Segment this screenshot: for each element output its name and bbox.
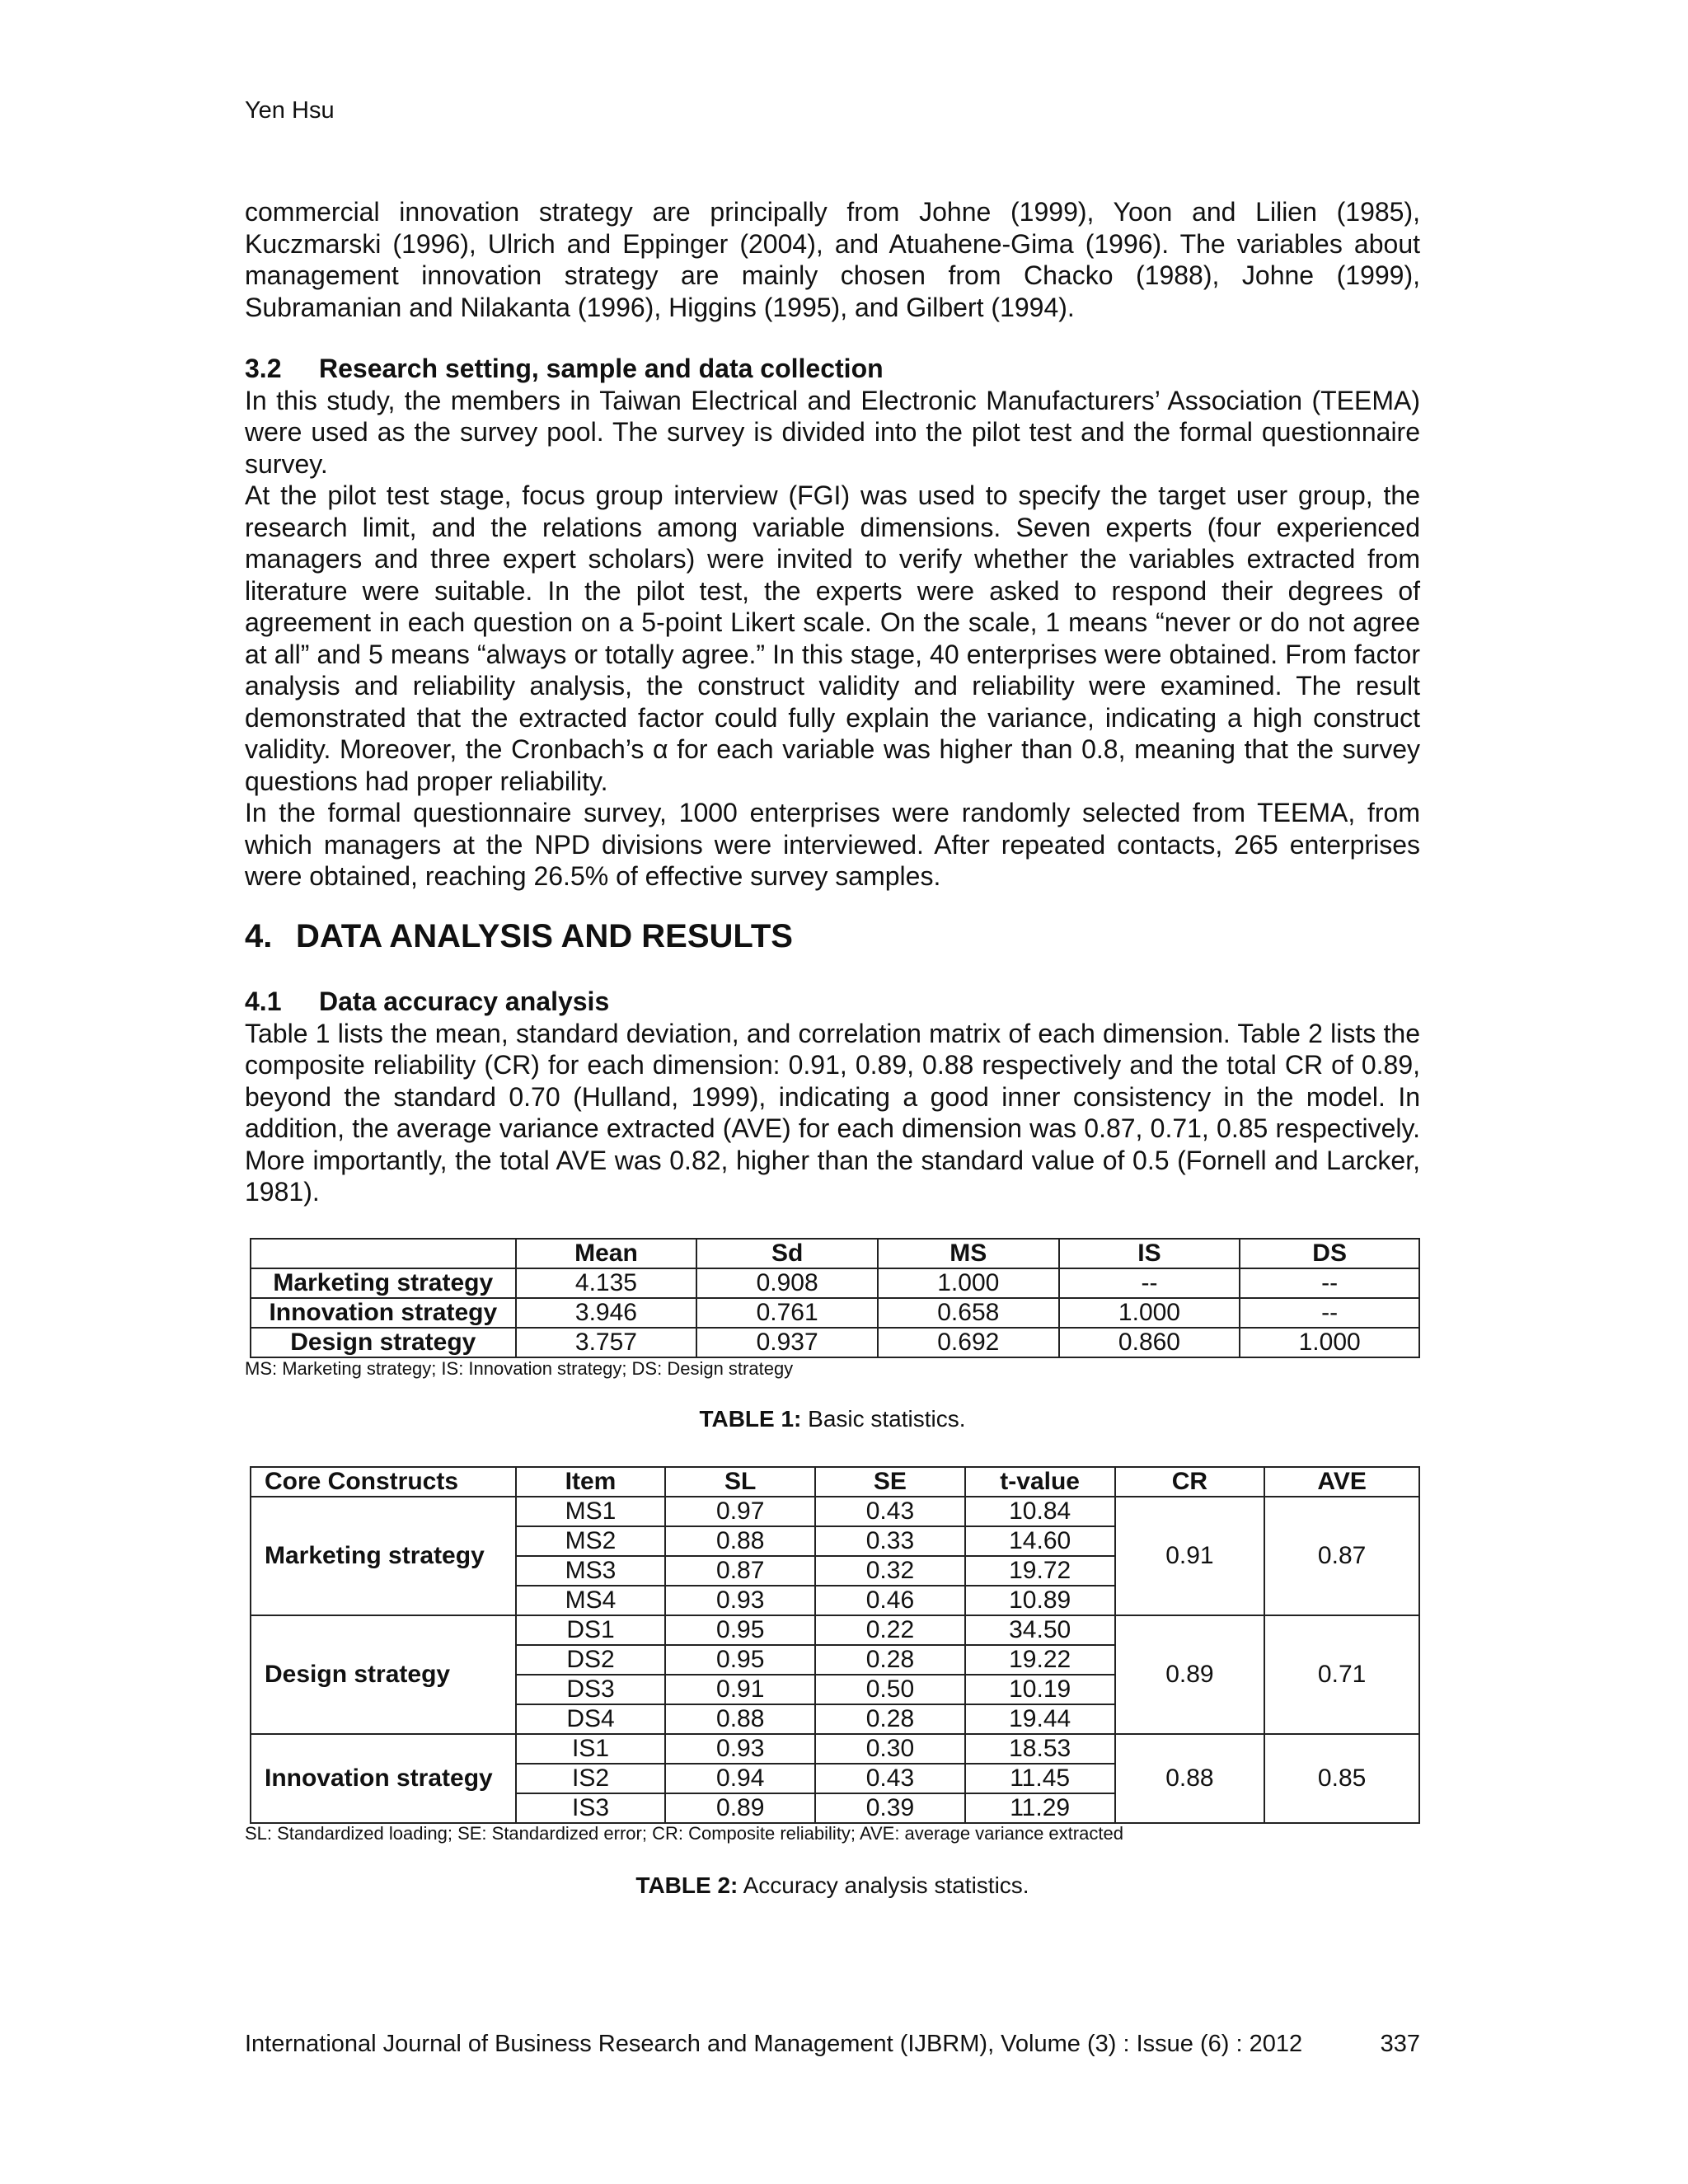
table-header-row bbox=[251, 1239, 1419, 1268]
table-cell: -- bbox=[1240, 1268, 1419, 1298]
paragraph: In this study, the members in Taiwan Electrical and Electronic Manufacturers’ Association (TEEMA) were used as the survey pool. The survey is divided into the pilot test and the formal questionnaire survey. bbox=[245, 385, 1420, 479]
column-header: Item bbox=[516, 1467, 666, 1497]
column-header: DS bbox=[1240, 1239, 1419, 1268]
column-header: CR bbox=[1115, 1467, 1265, 1497]
table-cell: 0.97 bbox=[665, 1497, 815, 1526]
table-cell: 14.60 bbox=[965, 1526, 1115, 1556]
ave-cell: 0.71 bbox=[1264, 1615, 1419, 1734]
table-cell: IS1 bbox=[516, 1734, 666, 1764]
table-cell: 0.43 bbox=[815, 1764, 965, 1793]
table-cell: DS1 bbox=[516, 1615, 666, 1645]
table-cell: 0.30 bbox=[815, 1734, 965, 1764]
table-cell: -- bbox=[1059, 1268, 1240, 1298]
table-row bbox=[251, 1497, 1419, 1526]
paragraph: At the pilot test stage, focus group interview (FGI) was used to specify the target user group, the research limit, and the relations among variable dimensions. Seven experts (four experienced managers and three expert scholars) were invited to verify whether the variables extracted from literature were suitable. In the pilot test, the experts were asked to respond their degrees of agreement in each question on a 5-point Likert scale. On the scale, 1 means “never or do not agree at all” and 5 means “always or totally agree.” In this stage, 40 enterprises were obtained. From factor analysis and reliability analysis, the construct validity and reliability were examined. The result demonstrated that the extracted factor could fully explain the variance, indicating a high construct validity. Moreover, the Cronbach’s α for each variable was higher than 0.8, meaning that the survey questions had proper reliability. bbox=[245, 480, 1420, 796]
column-header: SL bbox=[665, 1467, 815, 1497]
table-cell: 0.46 bbox=[815, 1586, 965, 1615]
caption-label: TABLE 1: bbox=[699, 1406, 802, 1432]
table-cell: 0.50 bbox=[815, 1675, 965, 1704]
intro-paragraph: commercial innovation strategy are principally from Johne (1999), Yoon and Lilien (1985), Kuczmarski (1996), Ulrich and Eppinger (2004), and Atuahene-Gima (1996). The variables about management innovation strategy are mainly chosen from Chacko (1988), Johne (1999), Subramanian and Nilakanta (1996), Higgins (1995), and Gilbert (1994). bbox=[245, 197, 1420, 322]
column-header: IS bbox=[1059, 1239, 1240, 1268]
column-header: AVE bbox=[1264, 1467, 1419, 1497]
section-3-2 bbox=[245, 353, 1420, 893]
table-cell: 0.88 bbox=[665, 1704, 815, 1734]
table-cell: 19.22 bbox=[965, 1645, 1115, 1675]
table-1 bbox=[250, 1238, 1420, 1358]
table-cell: 0.91 bbox=[665, 1675, 815, 1704]
table-row bbox=[251, 1615, 1419, 1645]
section-title: DATA ANALYSIS AND RESULTS bbox=[296, 918, 793, 954]
table-2 bbox=[250, 1466, 1420, 1824]
table-cell: 18.53 bbox=[965, 1734, 1115, 1764]
table-cell: 0.88 bbox=[665, 1526, 815, 1556]
section-4-heading bbox=[245, 918, 793, 955]
cr-cell: 0.89 bbox=[1115, 1615, 1265, 1734]
table-cell: 34.50 bbox=[965, 1615, 1115, 1645]
section-number: 3.2 bbox=[245, 354, 282, 383]
table-cell: 0.860 bbox=[1059, 1328, 1240, 1357]
table-cell: 11.29 bbox=[965, 1793, 1115, 1823]
column-header: Core Constructs bbox=[251, 1467, 516, 1497]
table-cell: 0.908 bbox=[696, 1268, 878, 1298]
table-cell: 0.87 bbox=[665, 1556, 815, 1586]
table-1-note: MS: Marketing strategy; IS: Innovation strategy; DS: Design strategy bbox=[245, 1358, 794, 1379]
table-cell: DS4 bbox=[516, 1704, 666, 1734]
table-cell: MS4 bbox=[516, 1586, 666, 1615]
column-header: MS bbox=[878, 1239, 1059, 1268]
page-footer bbox=[245, 2031, 1420, 2058]
table-cell: 0.89 bbox=[665, 1793, 815, 1823]
table-cell: -- bbox=[1240, 1298, 1419, 1328]
row-label: Design strategy bbox=[251, 1328, 516, 1357]
paragraph: In the formal questionnaire survey, 1000 enterprises were randomly selected from TEEMA, from which managers at the NPD divisions were interviewed. After repeated contacts, 265 enterprises were obtained, reaching 26.5% of effective survey samples. bbox=[245, 798, 1420, 891]
table-row bbox=[251, 1734, 1419, 1764]
table-cell: 3.757 bbox=[516, 1328, 697, 1357]
table-cell: 3.946 bbox=[516, 1298, 697, 1328]
table-cell: DS3 bbox=[516, 1675, 666, 1704]
construct-cell: Design strategy bbox=[251, 1615, 516, 1734]
table-cell: 0.761 bbox=[696, 1298, 878, 1328]
construct-cell: Innovation strategy bbox=[251, 1734, 516, 1823]
table-cell: 11.45 bbox=[965, 1764, 1115, 1793]
table-cell: 0.692 bbox=[878, 1328, 1059, 1357]
column-header: t-value bbox=[965, 1467, 1115, 1497]
section-4-1-heading bbox=[245, 986, 1420, 1018]
row-label: Marketing strategy bbox=[251, 1268, 516, 1298]
table-cell: 0.39 bbox=[815, 1793, 965, 1823]
table-cell: 0.93 bbox=[665, 1734, 815, 1764]
table-cell: 19.44 bbox=[965, 1704, 1115, 1734]
table-cell: 0.937 bbox=[696, 1328, 878, 1357]
table-cell: 1.000 bbox=[1059, 1298, 1240, 1328]
table-cell: 19.72 bbox=[965, 1556, 1115, 1586]
column-header bbox=[251, 1239, 516, 1268]
table-cell: 10.19 bbox=[965, 1675, 1115, 1704]
table-cell: 0.658 bbox=[878, 1298, 1059, 1328]
table-cell: 1.000 bbox=[1240, 1328, 1419, 1357]
table-cell: 10.89 bbox=[965, 1586, 1115, 1615]
section-4-1 bbox=[245, 986, 1420, 1208]
table-1-caption bbox=[245, 1406, 1420, 1432]
table-cell: 0.28 bbox=[815, 1704, 965, 1734]
table-cell: 0.95 bbox=[665, 1615, 815, 1645]
table-cell: MS1 bbox=[516, 1497, 666, 1526]
table-2-note: SL: Standardized loading; SE: Standardized error; CR: Composite reliability; AVE: average variance extracted bbox=[245, 1823, 1123, 1844]
caption-label: TABLE 2: bbox=[635, 1872, 738, 1898]
section-title: Data accuracy analysis bbox=[319, 987, 610, 1016]
construct-cell: Marketing strategy bbox=[251, 1497, 516, 1615]
table-cell: 0.22 bbox=[815, 1615, 965, 1645]
table-row bbox=[251, 1328, 1419, 1357]
table-cell: 0.28 bbox=[815, 1645, 965, 1675]
table-cell: 0.32 bbox=[815, 1556, 965, 1586]
table-cell: 10.84 bbox=[965, 1497, 1115, 1526]
caption-text: Basic statistics. bbox=[801, 1406, 966, 1432]
ave-cell: 0.85 bbox=[1264, 1734, 1419, 1823]
journal-citation: International Journal of Business Research and Management (IJBRM), Volume (3) : Issue (6) : 2012 bbox=[245, 2031, 1303, 2057]
section-number: 4.1 bbox=[245, 987, 282, 1016]
section-3-2-heading bbox=[245, 353, 1420, 385]
table-cell: MS3 bbox=[516, 1556, 666, 1586]
running-head: Yen Hsu bbox=[245, 97, 335, 124]
column-header: Mean bbox=[516, 1239, 697, 1268]
table-cell: DS2 bbox=[516, 1645, 666, 1675]
table-2-caption bbox=[245, 1872, 1420, 1899]
section-title: Research setting, sample and data collection bbox=[319, 354, 884, 383]
table-header-row bbox=[251, 1467, 1419, 1497]
table-row bbox=[251, 1268, 1419, 1298]
table-cell: 0.94 bbox=[665, 1764, 815, 1793]
table-cell: 1.000 bbox=[878, 1268, 1059, 1298]
table-cell: MS2 bbox=[516, 1526, 666, 1556]
section-number: 4. bbox=[245, 918, 273, 954]
table-cell: IS3 bbox=[516, 1793, 666, 1823]
ave-cell: 0.87 bbox=[1264, 1497, 1419, 1615]
page-number: 337 bbox=[1380, 2031, 1420, 2057]
table-row bbox=[251, 1298, 1419, 1328]
column-header: Sd bbox=[696, 1239, 878, 1268]
table-cell: IS2 bbox=[516, 1764, 666, 1793]
table-cell: 0.43 bbox=[815, 1497, 965, 1526]
table-cell: 0.95 bbox=[665, 1645, 815, 1675]
paragraph: Table 1 lists the mean, standard deviation, and correlation matrix of each dimension. Table 2 lists the composite reliability (CR) for each dimension: 0.91, 0.89, 0.88 respectively and the total CR of 0.89, beyond the standard 0.70 (Hulland, 1999), indicating a good inner consistency in the model. In addition, the average variance extracted (AVE) for each dimension was 0.87, 0.71, 0.85 respectively. More importantly, the total AVE was 0.82, higher than the standard value of 0.5 (Fornell and Larcker, 1981). bbox=[245, 1018, 1420, 1207]
table-cell: 4.135 bbox=[516, 1268, 697, 1298]
row-label: Innovation strategy bbox=[251, 1298, 516, 1328]
table-cell: 0.93 bbox=[665, 1586, 815, 1615]
cr-cell: 0.88 bbox=[1115, 1734, 1265, 1823]
cr-cell: 0.91 bbox=[1115, 1497, 1265, 1615]
table-cell: 0.33 bbox=[815, 1526, 965, 1556]
caption-text: Accuracy analysis statistics. bbox=[738, 1872, 1029, 1898]
column-header: SE bbox=[815, 1467, 965, 1497]
